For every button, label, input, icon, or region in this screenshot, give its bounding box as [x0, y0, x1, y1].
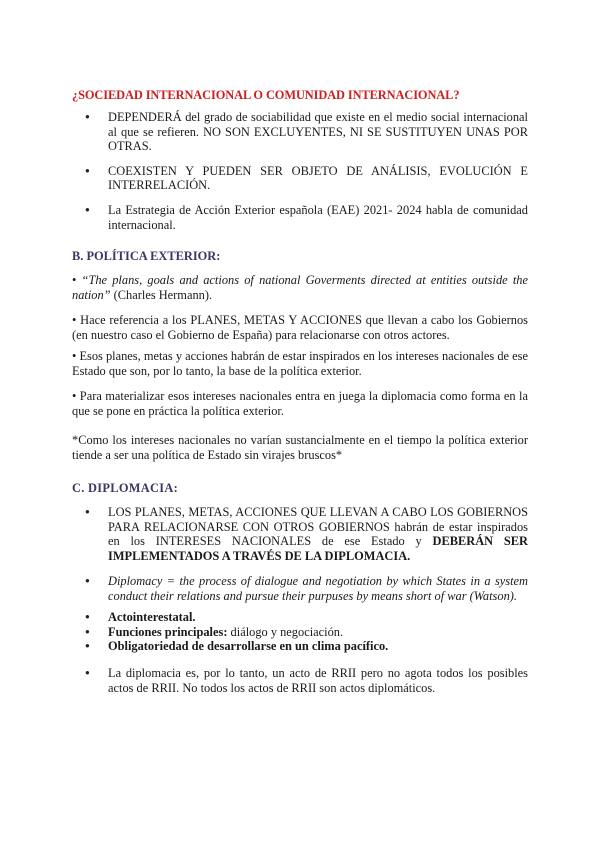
paragraph: • Esos planes, metas y acciones habrán de estar inspirados en los intereses nacionales de ese Estado que son, por lo tanto, la base de la política exterior.: [72, 349, 528, 378]
section-a-list: [72, 110, 528, 232]
quote-author: (Charles Hermann).: [110, 287, 213, 302]
item-text: diálogo y negociación.: [227, 624, 344, 639]
section-b-title: B. POLÍTICA EXTERIOR:: [72, 249, 221, 263]
quote-bullet: •: [72, 273, 82, 287]
note-paragraph: *Como los intereses nacionales no varían sustancialmente en el tiempo la política exterior tiende a ser una política de Estado sin virajes bruscos*: [72, 433, 528, 462]
quote-text: “The plans, goals and actions of national Goverments directed at entities outside the nation”: [72, 273, 528, 302]
item-bold: Obligatoriedad de desarrollarse en un clima pacífico.: [108, 639, 389, 654]
list-item: ● Diplomacy = the process of dialogue and negotiation by which States in a system conduct their relations and pursue their purpuses by means short of war (Watson).: [72, 574, 528, 603]
diplomacy-bold: DEBERÁN SER IMPLEMENTADOS A TRAVÉS DE LA DIPLOMACIA.: [108, 534, 528, 563]
list-item: ● La diplomacia es, por lo tanto, un acto de RRII pero no agota todos los posibles actos de RRII. No todos los actos de RRII son actos diplomáticos.: [72, 666, 528, 695]
section-c-list-1: [72, 505, 528, 604]
list-item: ● La Estrategia de Acción Exterior española (EAE) 2021- 2024 habla de comunidad internacional.: [72, 203, 528, 232]
section-c-title: C. DIPLOMACIA:: [72, 481, 179, 495]
list-item: ● COEXISTEN Y PUEDEN SER OBJETO DE ANÁLISIS, EVOLUCIÓN E INTERRELACIÓN.: [72, 164, 528, 193]
diplomacy-text: LOS PLANES, METAS, ACCIONES QUE LLEVAN A CABO LOS GOBIERNOS PARA RELACIONARSE CON OTROS GOBIERNOS habrán de estar inspirados en los INTERESES NACIONALES de ese Estado y: [108, 505, 528, 549]
section-a-title: ¿SOCIEDAD INTERNACIONAL O COMUNIDAD INTERNACIONAL?: [72, 88, 460, 102]
paragraph: • Hace referencia a los PLANES, METAS Y ACCIONES que llevan a cabo los Gobiernos (en nuestro caso el Gobierno de España) para relacionarse con otros actores.: [72, 313, 528, 342]
paragraph: • Para materializar esos intereses nacionales entra en juega la diplomacia como forma en la que se pone en práctica la política exterior.: [72, 389, 528, 418]
list-item: [72, 639, 528, 654]
section-c-list-2: [72, 610, 528, 654]
list-item: [72, 505, 528, 563]
hermann-quote: [72, 273, 528, 302]
list-item: ● DEPENDERÁ del grado de sociabilidad que existe en el medio social internacional al que se refieren. NO SON EXCLUYENTES, NI SE SUSTITUYEN UNAS POR OTRAS.: [72, 110, 528, 154]
item-bold: Funciones principales:: [108, 624, 228, 639]
list-item: [72, 625, 528, 640]
list-item: [72, 610, 528, 625]
item-bold: Actointerestatal.: [108, 610, 196, 624]
section-c-list-3: [72, 666, 528, 695]
